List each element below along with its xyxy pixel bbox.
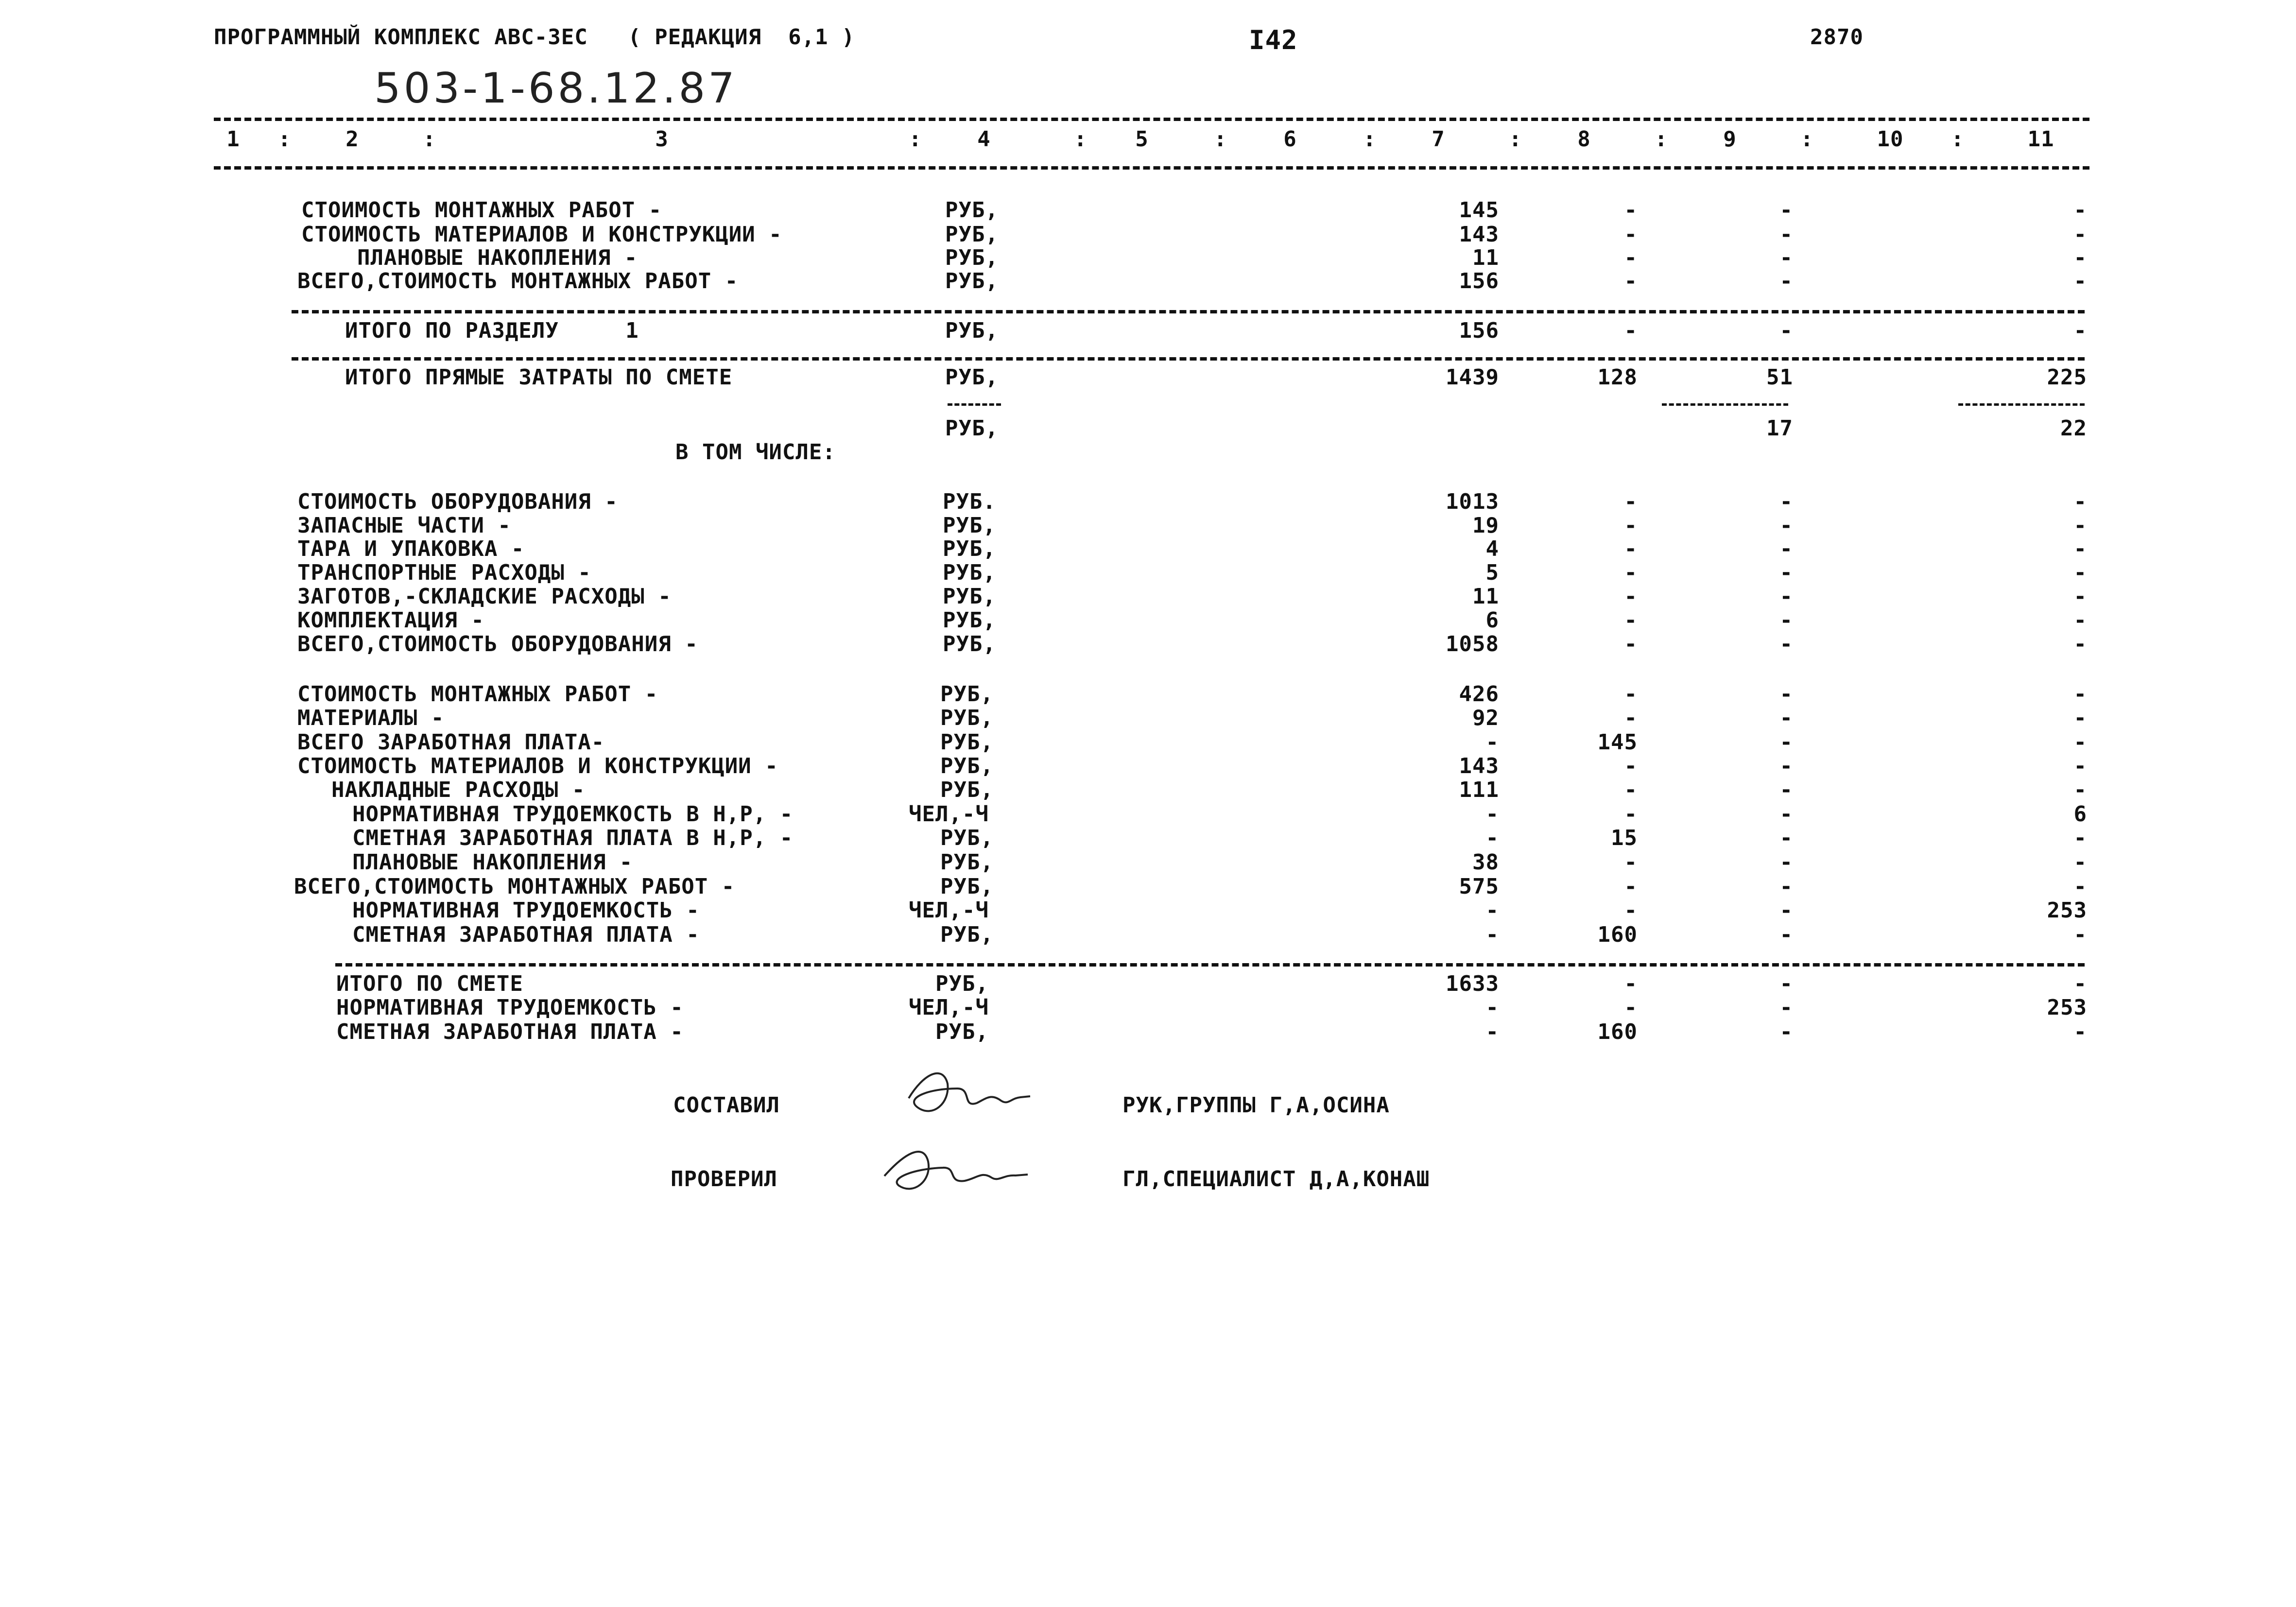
row-label: НОРМАТИВНАЯ ТРУДОЕМКОСТЬ В Н,Р, -	[352, 802, 794, 827]
cell-c9: 51	[1766, 365, 1793, 390]
row-label: ЗАПАСНЫЕ ЧАСТИ -	[297, 513, 511, 538]
cell-c9: -	[1779, 222, 1793, 247]
cell-c7: 1439	[1446, 365, 1499, 390]
cell-c8: 160	[1597, 922, 1638, 947]
checked-label: ПРОВЕРИЛ	[671, 1167, 777, 1192]
row-label: НАКЛАДНЫЕ РАСХОДЫ -	[331, 778, 586, 802]
row-label: ТАРА И УПАКОВКА -	[297, 536, 525, 561]
signature-composed	[889, 1059, 1035, 1127]
cell-c11: 253	[2047, 898, 2087, 923]
cell-c7: 1013	[1446, 489, 1499, 514]
cell-c7: -	[1485, 826, 1499, 850]
cell-c9: -	[1779, 971, 1793, 996]
row-label: ПЛАНОВЫЕ НАКОПЛЕНИЯ -	[357, 245, 638, 270]
row-unit: ЧЕЛ,-Ч	[909, 802, 989, 827]
checked-by: ГЛ,СПЕЦИАЛИСТ Д,А,КОНАШ	[1122, 1167, 1430, 1192]
header-rule-top	[214, 118, 2089, 121]
cell-c7: 19	[1472, 513, 1499, 538]
row-unit: РУБ,	[940, 682, 994, 707]
row-unit: РУБ,	[943, 584, 996, 609]
cell-c8: 145	[1597, 730, 1638, 755]
cell-c7: 143	[1459, 222, 1499, 247]
cell-c8: -	[1624, 778, 1638, 802]
cell-c8: -	[1624, 682, 1638, 707]
cell-c9: -	[1779, 874, 1793, 899]
row-label: ИТОГО ПО РАЗДЕЛУ 1	[345, 318, 639, 343]
row-unit: РУБ,	[945, 365, 999, 390]
cell-c11: -	[2073, 222, 2087, 247]
cell-c8: -	[1624, 898, 1638, 923]
cell-c8: -	[1624, 269, 1638, 294]
cell-c7: -	[1485, 922, 1499, 947]
cell-c11: -	[2073, 245, 2087, 270]
row-unit: РУБ,	[940, 874, 994, 899]
column-separator: :	[1509, 127, 1522, 152]
cell-c7: 92	[1472, 706, 1499, 730]
section-rule	[292, 310, 2085, 313]
cell-c8: 160	[1597, 1019, 1638, 1044]
cell-c9: -	[1779, 632, 1793, 657]
cell-c9: -	[1779, 850, 1793, 875]
cell-c9: 17	[1766, 416, 1793, 441]
cell-c9: -	[1779, 802, 1793, 827]
row-label: В ТОМ ЧИСЛЕ:	[675, 440, 836, 465]
row-unit: РУБ,	[945, 318, 999, 343]
column-number: 10	[1877, 127, 1904, 152]
row-unit: РУБ,	[940, 730, 994, 755]
cell-c8: -	[1624, 608, 1638, 633]
row-label: КОМПЛЕКТАЦИЯ -	[297, 608, 484, 633]
cell-c9: -	[1779, 489, 1793, 514]
row-unit: РУБ,	[940, 922, 994, 947]
cell-c11: -	[2073, 730, 2087, 755]
cell-c11: -	[2073, 560, 2087, 585]
cell-c7: -	[1485, 995, 1499, 1020]
column-number: 4	[977, 127, 991, 152]
program-header: ПРОГРАММНЫЙ КОМПЛЕКС АВС-3ЕС ( РЕДАКЦИЯ 6,1 )	[214, 25, 855, 50]
row-label: СМЕТНАЯ ЗАРАБОТНАЯ ПЛАТА -	[352, 922, 700, 947]
unit-rule	[948, 403, 1001, 406]
row-label: ВСЕГО,СТОИМОСТЬ МОНТАЖНЫХ РАБОТ -	[294, 874, 735, 899]
cell-c7: -	[1485, 898, 1499, 923]
column-separator: :	[1800, 127, 1814, 152]
cell-c7: 575	[1459, 874, 1499, 899]
cell-c8: -	[1624, 489, 1638, 514]
cell-c11: -	[2073, 826, 2087, 850]
row-unit: РУБ,	[943, 608, 996, 633]
column-number: 1	[226, 127, 240, 152]
cell-c8: -	[1624, 874, 1638, 899]
cell-c11: -	[2073, 706, 2087, 730]
cell-c11: -	[2073, 608, 2087, 633]
column-number: 3	[655, 127, 669, 152]
column-number: 11	[2027, 127, 2054, 152]
cell-c9: -	[1779, 269, 1793, 294]
cell-c9: -	[1779, 706, 1793, 730]
sheet-code: 2870	[1810, 25, 1864, 50]
row-label: ПЛАНОВЫЕ НАКОПЛЕНИЯ -	[352, 850, 633, 875]
column-number: 7	[1432, 127, 1445, 152]
row-label: ТРАНСПОРТНЫЕ РАСХОДЫ -	[297, 560, 591, 585]
cell-c11: -	[2073, 682, 2087, 707]
cell-c11: -	[2073, 971, 2087, 996]
cell-c8: -	[1624, 754, 1638, 778]
row-unit: РУБ,	[943, 536, 996, 561]
c11-rule	[1958, 403, 2085, 406]
row-label: СТОИМОСТЬ МОНТАЖНЫХ РАБОТ -	[297, 682, 658, 707]
row-unit: ЧЕЛ,-Ч	[909, 898, 989, 923]
cell-c7: -	[1485, 1019, 1499, 1044]
row-unit: РУБ,	[940, 778, 994, 802]
cell-c11: -	[2073, 584, 2087, 609]
cell-c9: -	[1779, 778, 1793, 802]
row-label: СМЕТНАЯ ЗАРАБОТНАЯ ПЛАТА -	[336, 1019, 684, 1044]
row-label: ВСЕГО,СТОИМОСТЬ ОБОРУДОВАНИЯ -	[297, 632, 698, 657]
cell-c8: -	[1624, 318, 1638, 343]
cell-c8: 15	[1611, 826, 1638, 850]
cell-c9: -	[1779, 922, 1793, 947]
cell-c7: 6	[1485, 608, 1499, 633]
row-unit: РУБ.	[943, 489, 996, 514]
column-separator: :	[1214, 127, 1227, 152]
cell-c9: -	[1779, 682, 1793, 707]
cell-c8: -	[1624, 513, 1638, 538]
cell-c9: -	[1779, 1019, 1793, 1044]
cell-c8: -	[1624, 995, 1638, 1020]
cell-c8: -	[1624, 584, 1638, 609]
cell-c9: -	[1779, 245, 1793, 270]
cell-c7: 156	[1459, 318, 1499, 343]
cell-c9: -	[1779, 560, 1793, 585]
row-label: СТОИМОСТЬ МОНТАЖНЫХ РАБОТ -	[301, 198, 662, 223]
column-separator: :	[909, 127, 922, 152]
cell-c9: -	[1779, 198, 1793, 223]
cell-c8: -	[1624, 245, 1638, 270]
cell-c7: 11	[1472, 245, 1499, 270]
row-unit: РУБ,	[940, 706, 994, 730]
cell-c9: -	[1779, 730, 1793, 755]
row-unit: РУБ,	[935, 1019, 989, 1044]
row-label: МАТЕРИАЛЫ -	[297, 706, 445, 730]
cell-c9: -	[1779, 584, 1793, 609]
row-label: ВСЕГО,СТОИМОСТЬ МОНТАЖНЫХ РАБОТ -	[297, 269, 739, 294]
cell-c7: 1058	[1446, 632, 1499, 657]
cell-c11: -	[2073, 269, 2087, 294]
row-unit: РУБ,	[945, 198, 999, 223]
cell-c11: -	[2073, 198, 2087, 223]
row-unit: РУБ,	[943, 560, 996, 585]
c9-rule	[1662, 403, 1788, 406]
column-number: 9	[1723, 127, 1737, 152]
row-unit: РУБ,	[940, 826, 994, 850]
cell-c7: 4	[1485, 536, 1499, 561]
row-label: ИТОГО ПРЯМЫЕ ЗАТРАТЫ ПО СМЕТЕ	[345, 365, 733, 390]
cell-c7: 111	[1459, 778, 1499, 802]
cell-c11: -	[2073, 513, 2087, 538]
composed-label: СОСТАВИЛ	[673, 1093, 780, 1118]
cell-c11: 225	[2047, 365, 2087, 390]
section-rule	[292, 357, 2085, 361]
cell-c11: -	[2073, 318, 2087, 343]
cell-c11: -	[2073, 778, 2087, 802]
column-number: 6	[1283, 127, 1297, 152]
row-label: ИТОГО ПО СМЕТЕ	[336, 971, 523, 996]
cell-c7: 145	[1459, 198, 1499, 223]
column-separator: :	[1363, 127, 1377, 152]
signature-checked	[870, 1135, 1030, 1203]
cell-c8: -	[1624, 198, 1638, 223]
cell-c11: -	[2073, 754, 2087, 778]
row-unit: РУБ,	[945, 416, 999, 441]
cell-c7: 426	[1459, 682, 1499, 707]
row-unit: РУБ,	[945, 245, 999, 270]
column-separator: :	[423, 127, 436, 152]
row-unit: РУБ,	[945, 222, 999, 247]
cell-c7: 11	[1472, 584, 1499, 609]
cell-c11: -	[2073, 536, 2087, 561]
cell-c7: 143	[1459, 754, 1499, 778]
row-unit: РУБ,	[940, 850, 994, 875]
page-number: I42	[1249, 25, 1298, 55]
cell-c11: -	[2073, 632, 2087, 657]
row-label: СМЕТНАЯ ЗАРАБОТНАЯ ПЛАТА В Н,Р, -	[352, 826, 794, 850]
row-label: НОРМАТИВНАЯ ТРУДОЕМКОСТЬ -	[352, 898, 700, 923]
cell-c11: -	[2073, 850, 2087, 875]
cell-c11: 22	[2060, 416, 2087, 441]
cell-c11: -	[2073, 489, 2087, 514]
row-unit: ЧЕЛ,-Ч	[909, 995, 989, 1020]
column-separator: :	[278, 127, 292, 152]
cell-c11: 253	[2047, 995, 2087, 1020]
cell-c8: -	[1624, 222, 1638, 247]
handwritten-code: 503-1-68.12.87	[374, 64, 738, 113]
cell-c8: -	[1624, 971, 1638, 996]
cell-c8: -	[1624, 850, 1638, 875]
row-unit: РУБ,	[943, 632, 996, 657]
cell-c7: -	[1485, 730, 1499, 755]
cell-c7: 5	[1485, 560, 1499, 585]
cell-c8: -	[1624, 536, 1638, 561]
section-rule	[335, 963, 2085, 967]
row-label: ЗАГОТОВ,-СКЛАДСКИЕ РАСХОДЫ -	[297, 584, 672, 609]
cell-c11: -	[2073, 922, 2087, 947]
composed-by: РУК,ГРУППЫ Г,А,ОСИНА	[1122, 1093, 1390, 1118]
column-number: 2	[345, 127, 359, 152]
cell-c9: -	[1779, 608, 1793, 633]
cell-c8: -	[1624, 632, 1638, 657]
row-label: СТОИМОСТЬ МАТЕРИАЛОВ И КОНСТРУКЦИИ -	[297, 754, 778, 778]
header-rule-bottom	[214, 166, 2089, 170]
cell-c7: -	[1485, 802, 1499, 827]
column-number: 8	[1577, 127, 1591, 152]
row-unit: РУБ,	[945, 269, 999, 294]
cell-c9: -	[1779, 898, 1793, 923]
row-label: ВСЕГО ЗАРАБОТНАЯ ПЛАТА-	[297, 730, 605, 755]
row-unit: РУБ,	[940, 754, 994, 778]
cell-c9: -	[1779, 318, 1793, 343]
cell-c9: -	[1779, 995, 1793, 1020]
column-separator: :	[1655, 127, 1668, 152]
cell-c7: 156	[1459, 269, 1499, 294]
row-unit: РУБ,	[943, 513, 996, 538]
column-number: 5	[1135, 127, 1149, 152]
row-label: СТОИМОСТЬ МАТЕРИАЛОВ И КОНСТРУКЦИИ -	[301, 222, 782, 247]
cell-c9: -	[1779, 754, 1793, 778]
cell-c8: -	[1624, 706, 1638, 730]
cell-c7: 38	[1472, 850, 1499, 875]
column-separator: :	[1074, 127, 1088, 152]
column-separator: :	[1951, 127, 1965, 152]
row-label: СТОИМОСТЬ ОБОРУДОВАНИЯ -	[297, 489, 618, 514]
cell-c9: -	[1779, 826, 1793, 850]
cell-c9: -	[1779, 513, 1793, 538]
cell-c11: -	[2073, 874, 2087, 899]
cell-c11: 6	[2073, 802, 2087, 827]
cell-c7: 1633	[1446, 971, 1499, 996]
cell-c9: -	[1779, 536, 1793, 561]
cell-c8: 128	[1597, 365, 1638, 390]
row-label: НОРМАТИВНАЯ ТРУДОЕМКОСТЬ -	[336, 995, 684, 1020]
cell-c8: -	[1624, 802, 1638, 827]
cell-c8: -	[1624, 560, 1638, 585]
cell-c11: -	[2073, 1019, 2087, 1044]
row-unit: РУБ,	[935, 971, 989, 996]
